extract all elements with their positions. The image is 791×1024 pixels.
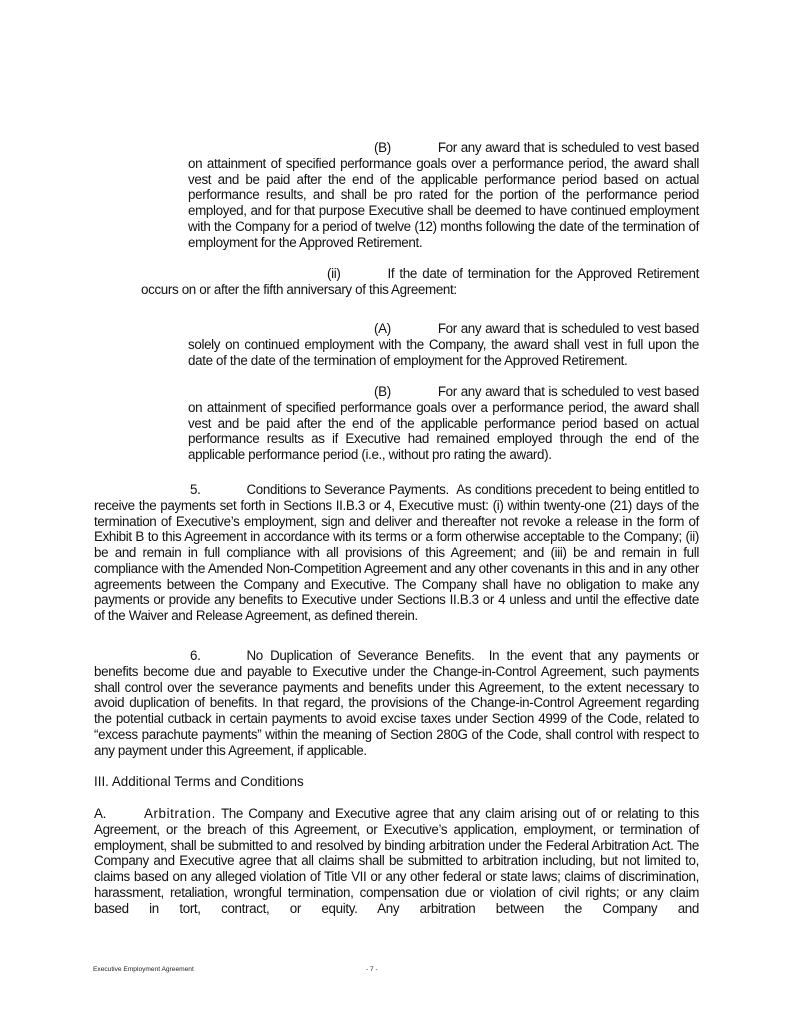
section-text: As conditions precedent to being entitled to receive the payments set forth in Sections II.B.3 or 4, Executive must: (i) within twenty-one (21) days of the termination of Executive’s employment, sign and deliver and thereafter not revoke a release in the form of Exhibit B to this Agreement in accordance with its terms or a form otherwise acceptable to the Company; (ii) be and remain in full compliance with all provisions of this Agreement; and (iii) be and remain in full compliance with the Amended Non-Competition Agreement and any other covenants in this and in any other agreements between the Company and Executive. The Company shall have no obligation to make any payments or provide any benefits to Executive under Sections II.B.3 or 4 unless and until the effective date of the Waiver and Release Agreement, as defined therein.: [94, 482, 700, 623]
section-number: 5.: [190, 482, 201, 497]
footer-document-title: Executive Employment Agreement: [93, 966, 194, 973]
paragraph-ii-b: [188, 384, 699, 463]
section-a-arbitration: [94, 806, 699, 916]
section-title: No Duplication of Severance Benefits.: [246, 648, 475, 663]
paragraph-ii-a: [188, 321, 699, 368]
paragraph-text: For any award that is scheduled to vest based on attainment of specified performance goals over a performance period, the award shall vest and be paid after the end of the applicable performance period based on actual performance results as if Executive had remained employed through the end of the applicable performance period (i.e., without pro rating the award).: [188, 384, 699, 462]
section-heading-iii: [94, 774, 699, 790]
paragraph-ii: [141, 266, 699, 298]
paragraph-label: (ii): [327, 266, 341, 281]
paragraph-text: For any award that is scheduled to vest based on attainment of specified performance goals over a performance period, the award shall vest and be paid after the end of the applicable performance period based on actual performance results, and shall be pro rated for the portion of the performance period employed, and for that purpose Executive shall be deemed to have continued employment with the Company for a period of twelve (12) months following the date of the termination of employment for the Approved Retirement.: [188, 140, 699, 250]
section-text: In the event that any payments or benefits become due and payable to Executive under the Change-in-Control Agreement, such payments shall control over the severance payments and benefits under this Agreement, to the extent necessary to avoid duplication of benefits. In that regard, the provisions of the Change-in-Control Agreement regarding the potential cutback in certain payments to avoid excise taxes under Section 4999 of the Code, related to “excess parachute payments” within the meaning of Section 280G of the Code, shall control with respect to any payment under this Agreement, if applicable.: [94, 648, 699, 758]
section-text: The Company and Executive agree that any claim arising out of or relating to this Agreement, or the breach of this Agreement, or Executive’s application, employment, or termination of employment, shall be submitted to and resolved by binding arbitration under the Federal Arbitration Act. The Company and Executive agree that all claims shall be submitted to arbitration including, but not limited to, claims based on any alleged violation of Title VII or any other federal or state laws; claims of discrimination, harassment, retaliation, wrongful termination, compensation due or violation of civil rights; or any claim based in tort, contract, or equity. Any arbitration between the Company and: [94, 806, 699, 916]
paragraph-text: If the date of termination for the Approved Retirement occurs on or after the fifth anniversary of this Agreement:: [141, 266, 699, 297]
footer-page-number: - 7 -: [366, 966, 378, 973]
paragraph-i-b: [188, 140, 699, 250]
section-title: Arbitration.: [143, 806, 216, 821]
heading-text: III. Additional Terms and Conditions: [94, 774, 304, 789]
section-5-conditions-to-severance: [94, 482, 699, 624]
paragraph-label: (B): [374, 140, 391, 155]
section-number: 6.: [190, 648, 201, 663]
section-title: Conditions to Severance Payments.: [246, 482, 449, 497]
section-letter: A.: [94, 806, 106, 821]
section-6-no-duplication: [94, 648, 699, 758]
paragraph-text: For any award that is scheduled to vest based solely on continued employment with the Company, the award shall vest in full upon the date of the date of the termination of employment for the Approved Retirement.: [188, 321, 699, 368]
paragraph-label: (A): [374, 321, 391, 336]
paragraph-label: (B): [374, 384, 391, 399]
